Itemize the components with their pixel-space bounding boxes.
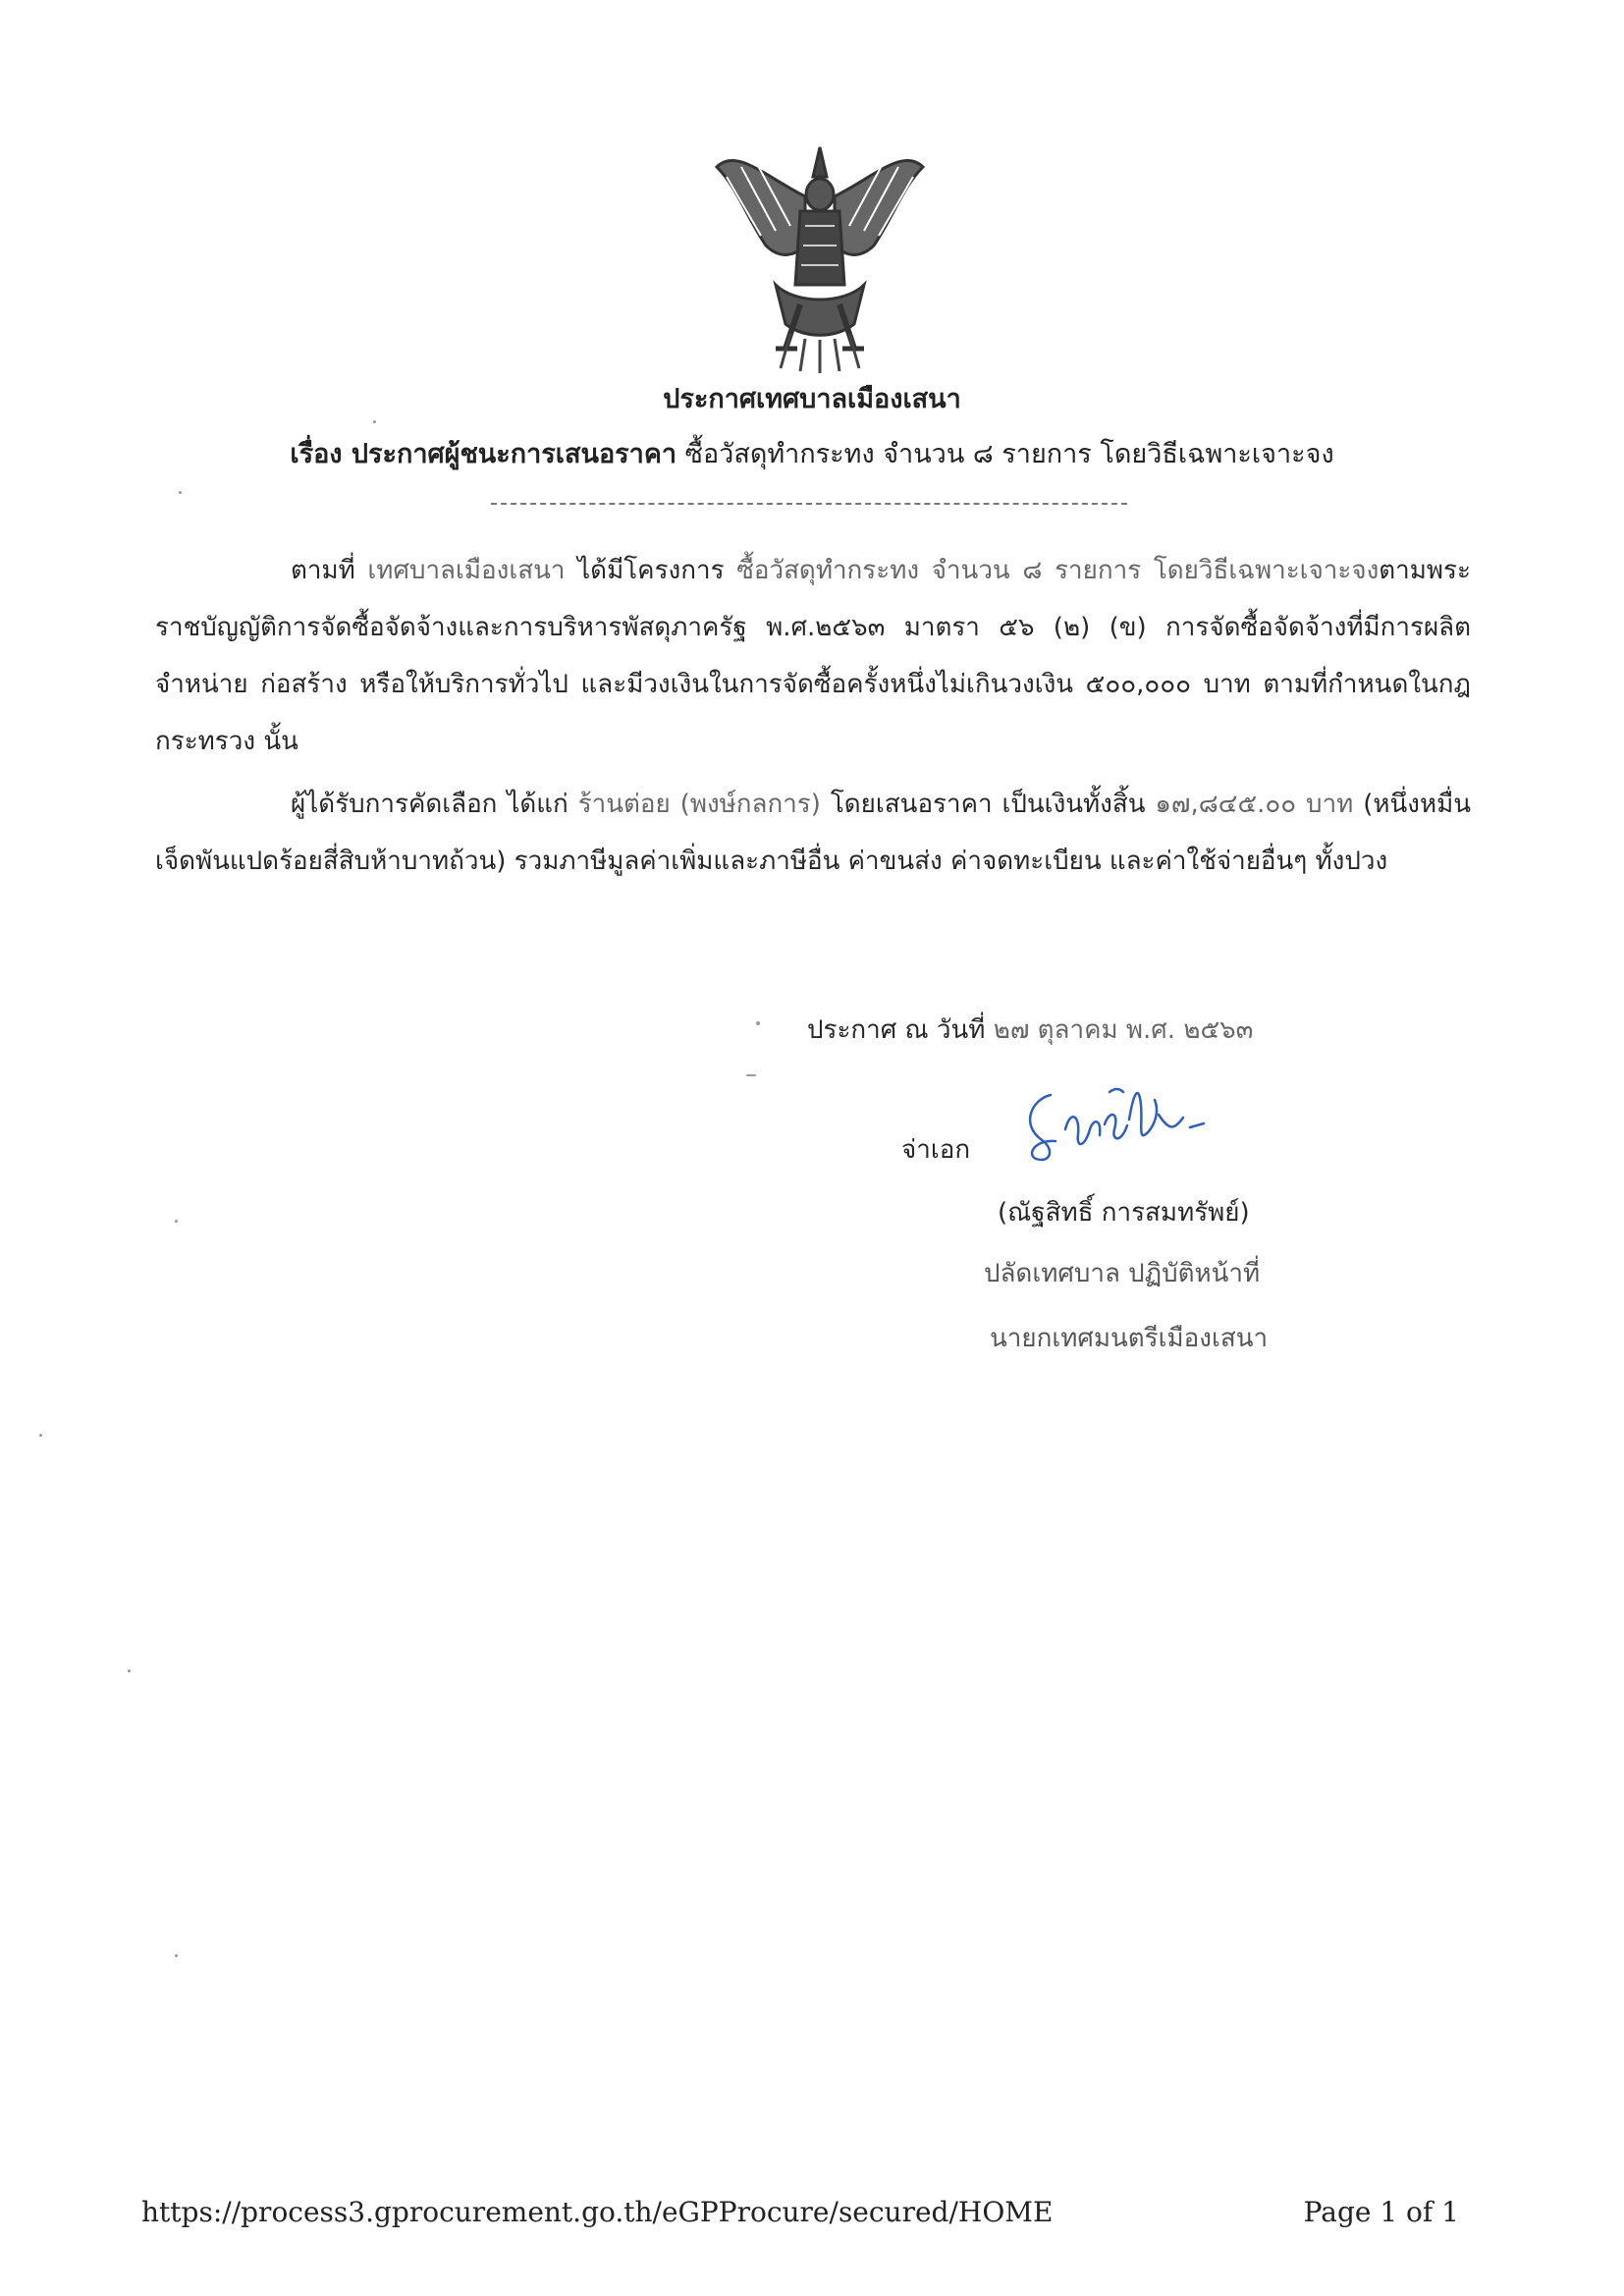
p1-mid: ได้มีโครงการ	[577, 556, 725, 585]
title-divider	[491, 503, 1127, 505]
date-prefix: ประกาศ ณ วันที่	[807, 1015, 986, 1045]
announcement-date	[807, 1010, 1253, 1050]
footer-url: https://process3.gprocurement.go.th/eGPProcure/secured/HOME	[141, 2196, 1054, 2228]
p2-rest: (หนึ่งหมื่นเจ็ดพันแปดร้อยสี่สิบห้าบาทถ้วน) รวมภาษีมูลค่าเพิ่มและภาษีอื่น ค่าขนส่ง ค่าจดทะเบียน และค่าใช้จ่ายอื่นๆ ทั้งปวง	[155, 790, 1472, 876]
signatory-rank: จ่าเอก	[901, 1135, 971, 1165]
garuda-emblem-icon	[707, 137, 933, 373]
p1-lead: ตามที่	[291, 556, 355, 585]
p1-org: เทศบาลเมืองเสนา	[367, 556, 566, 585]
footer-page-number: Page 1 of 1	[1303, 2196, 1459, 2228]
scan-speck	[39, 1434, 42, 1437]
scan-speck	[373, 420, 376, 423]
scan-speck	[756, 1021, 760, 1025]
p2-lead: ผู้ได้รับการคัดเลือก ได้แก่	[291, 790, 568, 819]
p1-project: ซื้อวัสดุทำกระทง จำนวน ๘ รายการ โดยวิธีเฉพาะเจาะจง	[736, 556, 1380, 585]
paragraph-winner	[155, 776, 1471, 890]
subject-text: ซื้อวัสดุทำกระทง จำนวน ๘ รายการ โดยวิธีเฉพาะเจาะจง	[684, 439, 1334, 469]
signatory-position-2: นายกเทศมนตรีเมืองเสนา	[990, 1324, 1269, 1353]
p1-rest: ตามพระราชบัญญัติการจัดซื้อจัดจ้างและการบริหารพัสดุภาครัฐ พ.ศ.๒๕๖๓ มาตรา ๕๖ (๒) (ข) การจัดซื้อจัดจ้างที่มีการผลิต จำหน่าย ก่อสร้าง หรือให้บริการทั่วไป และมีวงเงินในการจัดซื้อครั้งหนึ่งไม่เกินวงเงิน ๕๐๐,๐๐๐ บาท ตามที่กำหนดในกฎกระทรวง นั้น	[155, 556, 1471, 756]
subject-label: เรื่อง ประกาศผู้ชนะการเสนอราคา	[290, 439, 677, 469]
signatory-position-1: ปลัดเทศบาล ปฏิบัติหน้าที่	[984, 1259, 1261, 1288]
scan-speck	[179, 491, 182, 494]
document-title	[0, 377, 1624, 419]
scan-speck	[128, 1669, 131, 1672]
date-value: ๒๗ ตุลาคม พ.ศ. ๒๕๖๓	[993, 1015, 1254, 1045]
paragraph-announcement	[155, 542, 1471, 770]
p2-offer: โดยเสนอราคา เป็นเงินทั้งสิ้น	[830, 790, 1146, 819]
organization-title: ประกาศเทศบาลเมืองเสนา	[663, 384, 961, 414]
signatory-name: (ณัฐสิทธิ์ การสมทรัพย์)	[998, 1198, 1250, 1228]
scan-speck	[175, 1954, 178, 1957]
document-subject	[0, 432, 1624, 474]
p2-vendor: ร้านต่อย (พงษ์กลการ)	[577, 790, 821, 819]
handwritten-signature	[1011, 1070, 1227, 1178]
scan-speck	[746, 1074, 756, 1076]
p2-amount: ๑๗,๘๔๕.๐๐ บาท	[1155, 790, 1354, 819]
scan-speck	[175, 1220, 178, 1223]
